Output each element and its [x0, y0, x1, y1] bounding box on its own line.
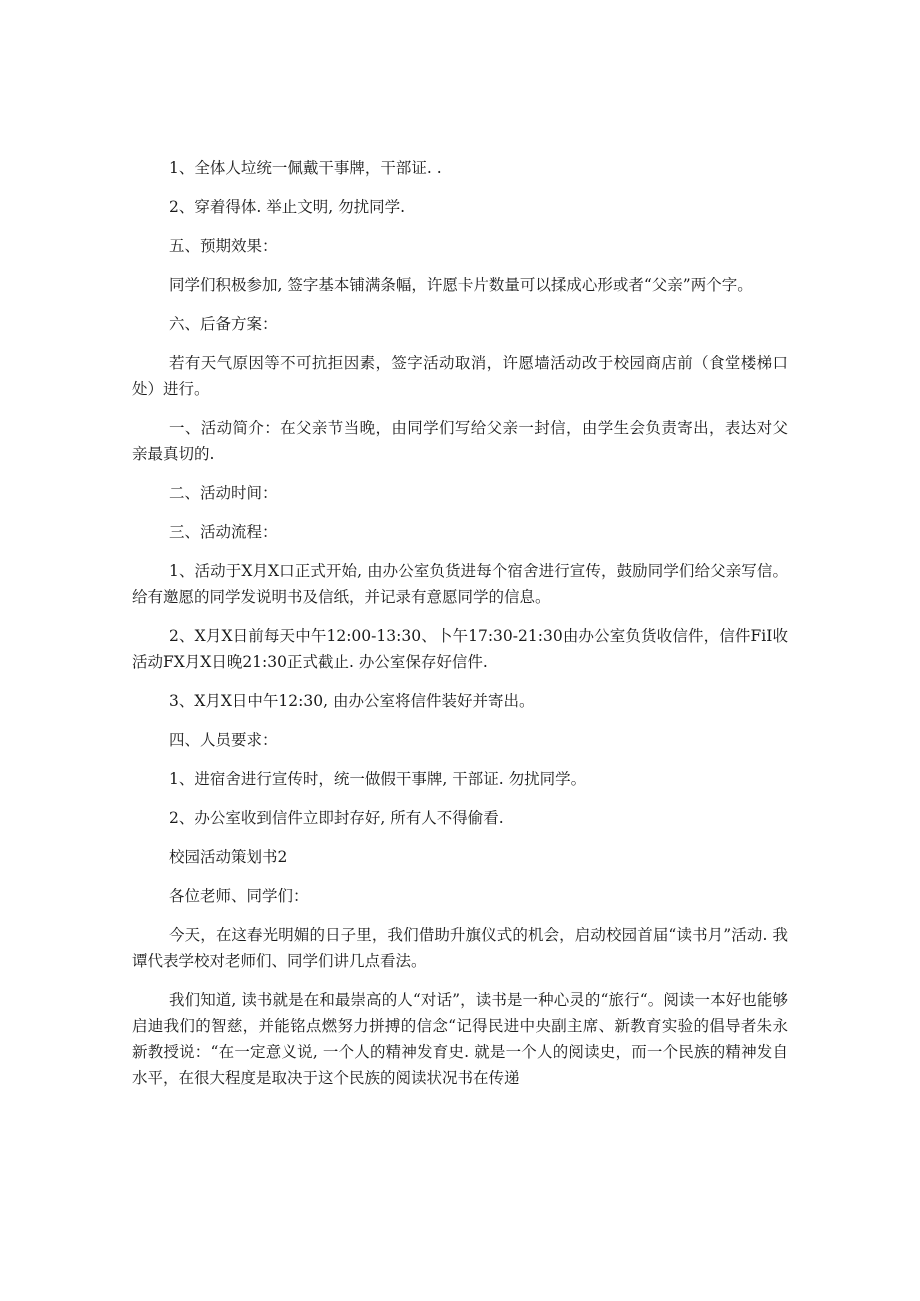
paragraph-15: 2、办公室收到信件立即封存好, 所有人不得偷看. — [169, 809, 504, 827]
paragraph-18: 今天，在这春光明媚的日子里，我们借助升旗仪式的机会，启动校园首届“读书月”活动. 我谭代表学校对老师们、同学们讲几点看法。 — [132, 926, 788, 970]
document-subtitle: 校园活动策划书2 — [169, 848, 288, 866]
paragraph-6: 若有天气原因等不可抗拒因素，签字活动取消，许愿墙活动改于校园商店前（食堂楼梯口处）进行。 — [132, 354, 788, 398]
paragraph-12: 3、X月X日中午12:30, 由办公室将信件装好并寄出。 — [169, 692, 535, 710]
paragraph-7: 一、活动简介：在父亲节当晚，由同学们写给父亲一封信，由学生会负责寄出，表达对父亲最真切的. — [132, 419, 788, 463]
paragraph-4: 同学们积极参加, 签字基本铺满条幅，许愿卡片数量可以揉成心形或者“父亲”两个字。 — [169, 276, 753, 294]
section-heading-expected-results: 五、预期效果： — [169, 237, 278, 255]
paragraph-1: 1、全体人垃统一佩戴干事牌，干部证. . — [169, 159, 442, 177]
paragraph-2: 2、穿着得体. 举止文明, 勿扰同学. — [169, 198, 405, 216]
paragraph-14: 1、进宿舍进行宣传时，统一做假干事牌, 干部证. 勿扰同学。 — [169, 770, 587, 788]
section-heading-activity-time: 二、活动时间： — [169, 484, 278, 502]
paragraph-11: 2、X月X日前每天中午12:00-13:30、卜午17:30-21:30由办公室负货收信件，信件FiI收活动FX月X日晚21:30正式截止. 办公室保存好信件. — [132, 627, 788, 671]
paragraph-19: 我们知道, 读书就是在和最崇高的人“对话”，读书是一种心灵的“旅行“。阅读一本好也能够启迪我们的智慈，并能铭点燃努力拼搏的信念“记得民进中央副主席、新教育实验的倡导者朱永新教授说：“在一定意义说, 一个人的精神发育史. 就是一个人的阅读史，而一个民族的精神发自水平，在很大程度是取决于这个民族的阅读状况书在传递 — [132, 991, 788, 1087]
salutation: 各位老师、同学们： — [169, 887, 309, 905]
section-heading-staff-requirements: 四、人员要求： — [169, 731, 278, 749]
section-heading-activity-flow: 三、活动流程： — [169, 523, 278, 541]
section-heading-backup-plan: 六、后备方案： — [169, 315, 278, 333]
document-body — [132, 155, 788, 1104]
paragraph-10: 1、活动于X月X口正式开始, 由办公室负货进每个宿舍进行宣传，鼓励同学们给父亲写信。给有邀愿的同学发说明书及信纸，并记录有意愿同学的信息。 — [132, 562, 788, 606]
